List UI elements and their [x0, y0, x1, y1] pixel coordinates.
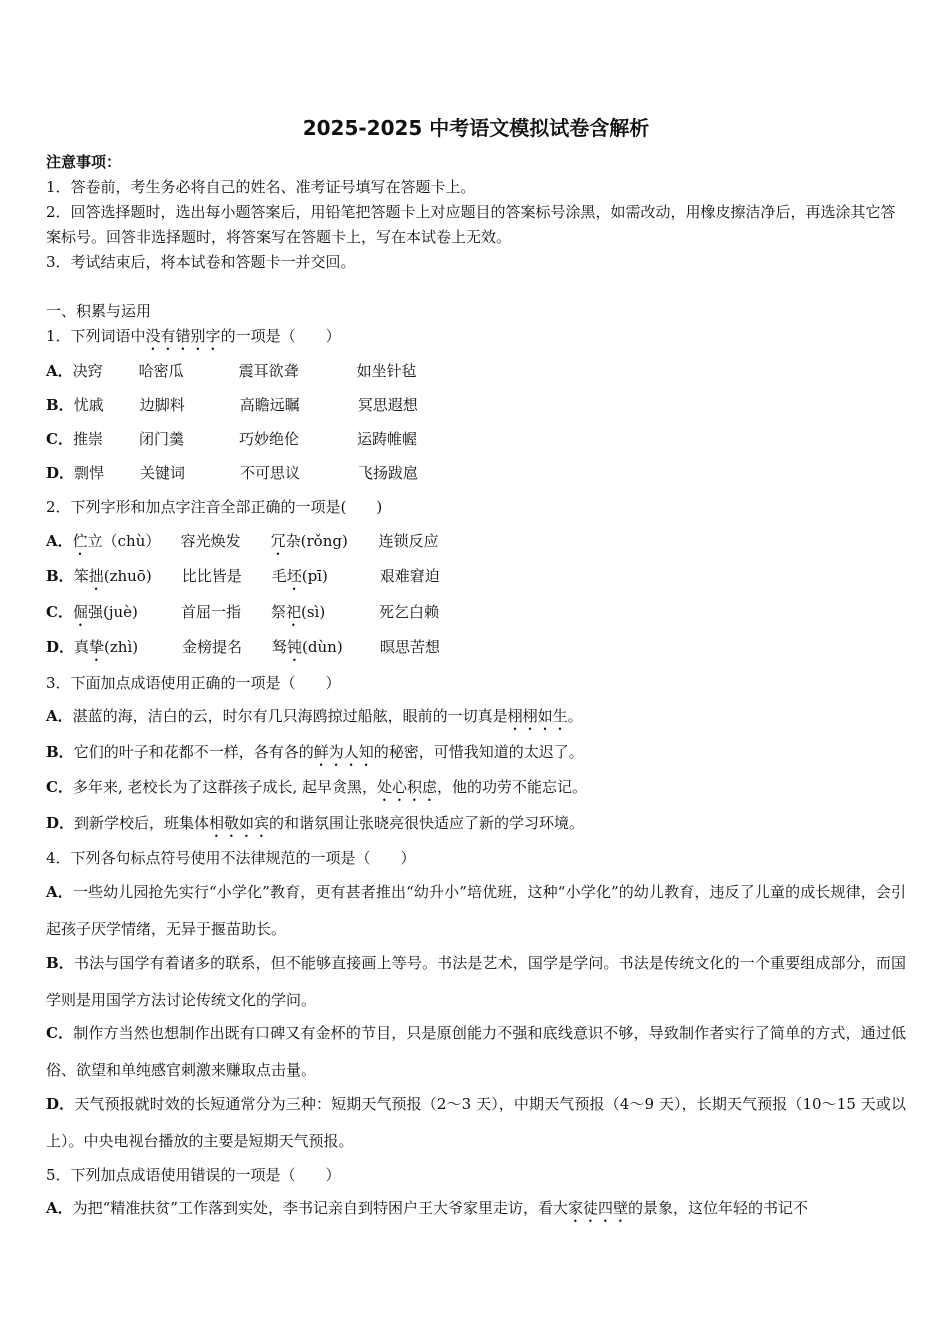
q3-stem: 3．下面加点成语使用正确的一项是（ ） [46, 674, 341, 692]
q1-option-a: A．决窍 哈密瓜 震耳欲聋 如坐针毡 [46, 362, 417, 380]
notice-heading: 注意事项： [46, 153, 122, 171]
q4-option-b: B．书法与国学有着诸多的联系，但不能够直接画上等号。书法是艺术，国学是学问。书法是传统文化的一个重要组成部分，而国学则是用国学方法讨论传统文化的学问。 [46, 954, 906, 1009]
q3-option-a: A．湛蓝的海，洁白的云，时尔有几只海鸥掠过船舷，眼前的一切真是栩栩如生。 [46, 707, 583, 725]
q5-stem: 5．下列加点成语使用错误的一项是（ ） [46, 1166, 341, 1184]
q2-option-c: C．倔强(juè) 首屈一指 祭祀(sì) 死乞白赖 [46, 603, 439, 621]
notice-item-1: 1．答卷前，考生务必将自己的姓名、准考证号填写在答题卡上。 [46, 178, 476, 196]
q4-option-c: C．制作方当然也想制作出既有口碑又有金杯的节目，只是原创能力不强和底线意识不够，导致制作者实行了简单的方式，通过低俗、欲望和单纯感官刺激来赚取点击量。 [46, 1024, 906, 1079]
notice-item-2: 2．回答选择题时，选出每小题答案后，用铅笔把答题卡上对应题目的答案标号涂黑，如需改动，用橡皮擦洁净后，再选涂其它答案标号。回答非选择题时，将答案写在答题卡上，写在本试卷上无效。 [46, 203, 896, 246]
q2-stem: 2．下列字形和加点字注音全部正确的一项是( ) [46, 498, 383, 516]
q2-option-d: D．真挚(zhì) 金榜提名 驽钝(dùn) 暝思苦想 [46, 638, 441, 656]
page-title: 2025-2025 中考语文模拟试卷含解析 [302, 116, 650, 140]
q3-option-c: C．多年来, 老校长为了这群孩子成长, 起早贪黑，处心积虑，他的功劳不能忘记。 [46, 778, 588, 796]
q1-option-d: D．剽悍 关键词 不可思议 飞扬跋扈 [46, 464, 419, 482]
q1-option-c: C．推崇 闭门羹 巧妙绝伦 运踌帷幄 [46, 430, 417, 448]
q4-option-a: A．一些幼儿园抢先实行“小学化”教育，更有甚者推出“幼升小”培优班，这种“小学化”的幼儿教育，违反了儿童的成长规律，会引起孩子厌学情绪，无异于揠苗助长。 [46, 883, 906, 938]
q1-stem: 1．下列词语中没有错别字的一项是（ ） [46, 327, 341, 345]
q4-stem: 4．下列各句标点符号使用不法律规范的一项是（ ） [46, 849, 416, 867]
q1-stem-emphasis: 没有错别字 [145, 327, 221, 345]
notice-item-3: 3．考试结束后，将本试卷和答题卡一并交回。 [46, 253, 356, 271]
q5-option-a: A．为把“精准扶贫”工作落到实处，李书记亲自到特困户王大爷家里走访，看大家徒四壁的景象，这位年轻的书记不 [46, 1199, 809, 1217]
q4-option-d: D．天气预报就时效的长短通常分为三种：短期天气预报（2～3 天），中期天气预报（4～9 天），长期天气预报（10～15 天或以上）。中央电视台播放的主要是短期天气预报。 [46, 1095, 906, 1150]
q2-option-b: B．笨拙(zhuō) 比比皆是 毛坯(pī) 艰难窘迫 [46, 567, 440, 585]
q3-option-d: D．到新学校后，班集体相敬如宾的和谐氛围让张晓亮很快适应了新的学习环境。 [46, 814, 585, 832]
q3-option-b: B．它们的叶子和花都不一样，各有各的鲜为人知的秘密，可惜我知道的太迟了。 [46, 743, 584, 761]
q2-option-a: A．伫立（chù） 容光焕发 冗杂(rǒng) 连锁反应 [46, 532, 439, 550]
section-heading: 一、积累与运用 [46, 302, 152, 320]
q1-option-b: B．忧戚 边脚料 高瞻远瞩 冥思遐想 [46, 396, 418, 414]
